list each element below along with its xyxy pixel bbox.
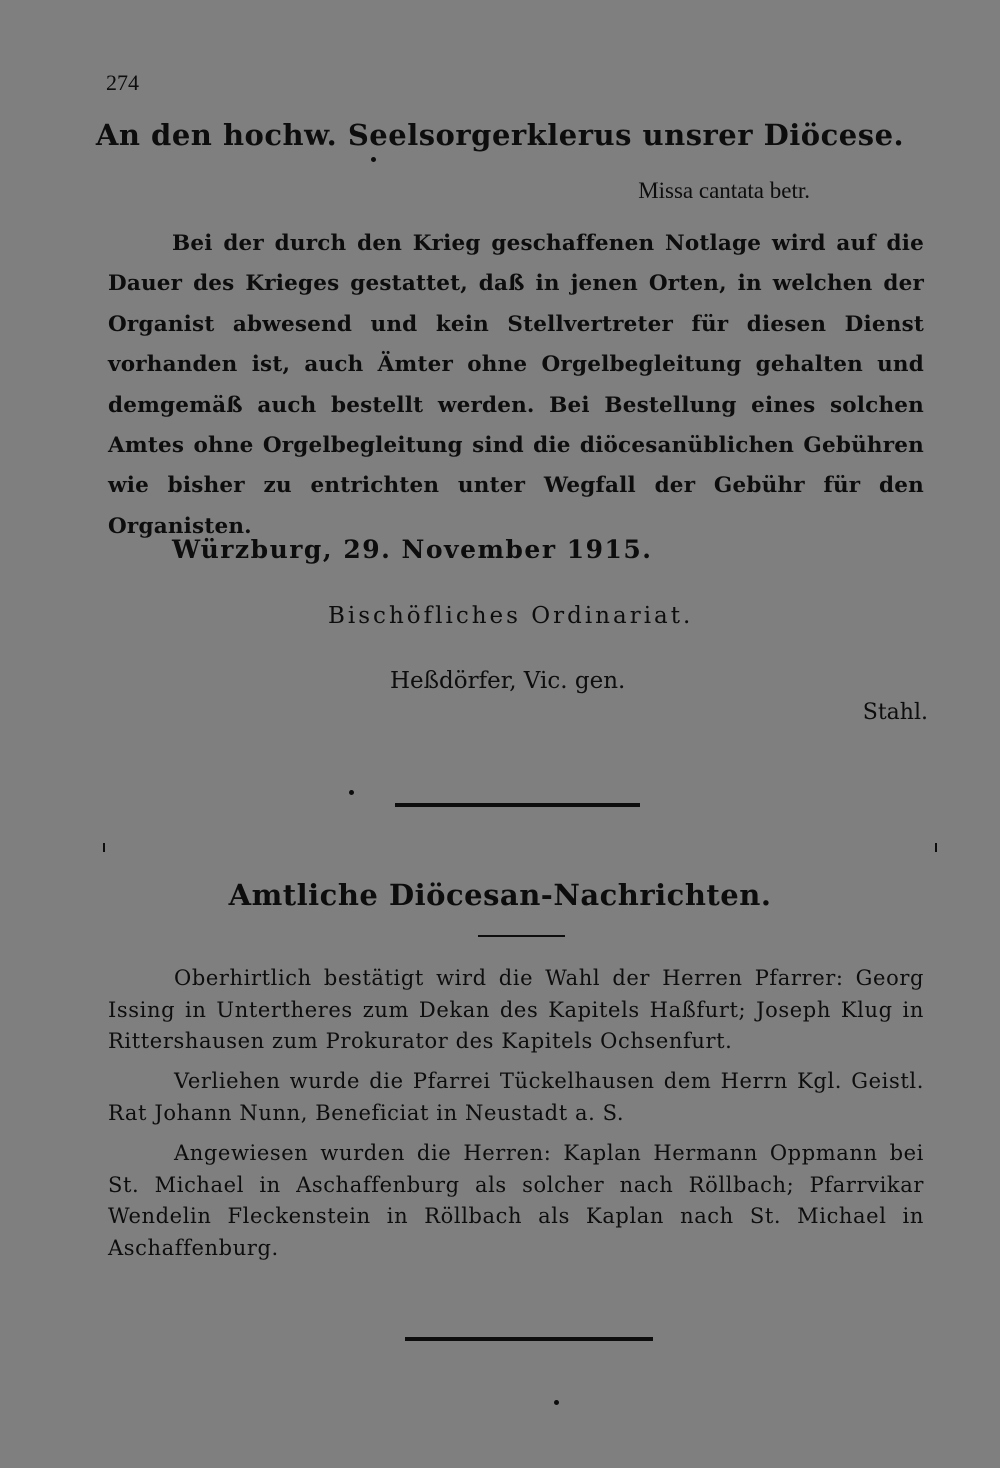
news-paragraph-confirmation: Oberhirtlich bestätigt wird die Wahl der Herren Pfarrer: Georg Issing in Untertheres zum Dekan des Kapitels Haßfurt; Joseph Klug in Rittershausen zum Prokurator des Kapitels Ochsenfurt. [108, 966, 924, 1053]
dateline: Würzburg, 29. November 1915. [172, 535, 653, 564]
notice-title: An den hochw. Seelsorgerklerus unsrer Diöcese. [95, 118, 905, 152]
end-divider [405, 1337, 653, 1341]
news-paragraph-assignments: Angewiesen wurden die Herren: Kaplan Hermann Oppmann bei St. Michael in Aschaffenburg als solcher nach Röllbach; Pfarrvikar Wendelin Fleckenstein in Röllbach als Kaplan nach St. Michael in Aschaffenburg. [108, 1141, 924, 1260]
print-speck [103, 843, 105, 852]
news-paragraph-conferral: Verliehen wurde die Pfarrei Tückelhausen dem Herrn Kgl. Geistl. Rat Johann Nunn, Beneficiat in Neustadt a. S. [108, 1069, 924, 1125]
print-speck [349, 790, 354, 795]
section-divider [395, 803, 640, 807]
print-speck [554, 1400, 559, 1405]
news-title: Amtliche Diöcesan-Nachrichten. [228, 878, 772, 912]
signature-name: Heßdörfer, Vic. gen. [390, 668, 626, 694]
page-number: 274 [106, 70, 139, 95]
notice-body: Bei der durch den Krieg geschaffenen Notlage wird auf die Dauer des Krieges gestattet, daß in jenen Orten, in welchen der Organist abwesend und kein Stellvertreter für diesen Dienst vorhanden ist, auch Ämter ohne Orgelbegleitung gehalten und demgemäß auch bestellt werden. Bei Bestellung eines solchen Amtes ohne Orgelbegleitung sind die diöcesanüblichen Gebühren wie bisher zu entrichten unter Wegfall der Gebühr für den Organisten. [108, 231, 924, 539]
signature-secretary: Stahl. [862, 700, 928, 725]
print-speck [935, 843, 937, 852]
print-speck [371, 157, 376, 162]
title-underline [478, 935, 565, 937]
notice-subject: Missa cantata betr. [638, 178, 810, 203]
signature-office: Bischöfliches Ordinariat. [328, 603, 694, 629]
